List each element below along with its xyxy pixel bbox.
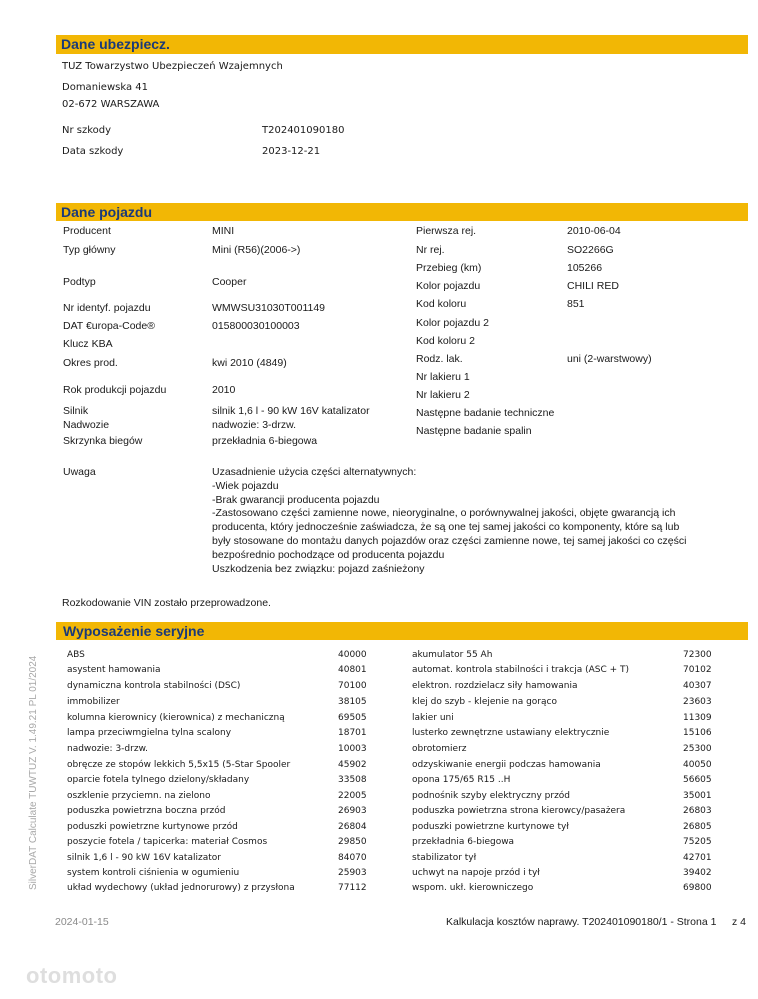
vehicle-field-value: SO2266G (567, 244, 614, 256)
vehicle-field-label: Skrzynka biegów (63, 435, 143, 447)
equipment-code: 75205 (683, 837, 712, 847)
equipment-code: 40801 (338, 665, 367, 675)
equipment-name: klej do szyb - klejenie na gorąco (412, 697, 557, 707)
insurer-street: Domaniewska 41 (62, 82, 148, 93)
equipment-code: 26804 (338, 822, 367, 832)
equipment-code: 33508 (338, 775, 367, 785)
vehicle-field-value: 105266 (567, 262, 603, 274)
equipment-code: 18701 (338, 728, 367, 738)
equipment-name: elektron. rozdzielacz siły hamowania (412, 681, 578, 691)
equipment-name: lusterko zewnętrzne ustawiany elektrycznie (412, 728, 610, 738)
vehicle-header: Dane pojazdu (61, 204, 153, 220)
equipment-code: 40000 (338, 650, 367, 660)
insurance-header-bar (56, 35, 748, 54)
equipment-name: poduszki powietrzne kurtynowe przód (67, 822, 238, 832)
vehicle-field-value: kwi 2010 (4849) (212, 357, 287, 369)
vehicle-field-label: Kod koloru (416, 298, 467, 310)
vehicle-field-value: przekładnia 6-biegowa (212, 435, 318, 447)
equipment-code: 72300 (683, 650, 712, 660)
vehicle-field-value: Cooper (212, 276, 247, 288)
remark-line: producenta, który jednocześnie zaświadcza, że są one tej samej jakości co komponenty, które są lub (212, 521, 680, 533)
footer-page-total: z 4 (732, 916, 747, 928)
equipment-code: 10003 (338, 744, 367, 754)
vehicle-field-label: Silnik (63, 405, 89, 417)
equipment-name: stabilizator tył (412, 853, 477, 863)
equipment-code: 39402 (683, 868, 712, 878)
equipment-code: 69505 (338, 713, 367, 723)
equipment-name: poduszka powietrzna strona kierowcy/pasażera (412, 806, 626, 816)
vehicle-field-label: Nr rej. (416, 244, 445, 256)
equipment-name: lampa przeciwmgielna tylna scalony (67, 728, 232, 738)
equipment-code: 23603 (683, 697, 712, 707)
equipment-code: 70102 (683, 665, 712, 675)
equipment-code: 42701 (683, 853, 712, 863)
insurance-header: Dane ubezpiecz. (61, 36, 170, 52)
vehicle-field-value: WMWSU31030T001149 (212, 302, 326, 314)
remark-line: były stosowane do montażu danych pojazdów oraz części zamienne nowe, tej samej jakości co części (212, 535, 687, 547)
vehicle-field-label: Producent (63, 225, 111, 237)
vehicle-field-value: silnik 1,6 l - 90 kW 16V katalizator (212, 405, 370, 417)
vehicle-header-bar (56, 203, 748, 221)
equipment-header-bar (56, 622, 748, 640)
vehicle-field-label: Nr lakieru 1 (416, 371, 470, 383)
equipment-code: 26803 (683, 806, 712, 816)
vehicle-field-label: Następne badanie techniczne (416, 407, 555, 419)
equipment-name: poszycie fotela / tapicerka: materiał Cosmos (67, 837, 268, 847)
vehicle-field-value: uni (2-warstwowy) (567, 353, 652, 365)
equipment-code: 40307 (683, 681, 712, 691)
equipment-code: 40050 (683, 760, 712, 770)
equipment-name: układ wydechowy (układ jednorurowy) z przysłona (67, 883, 295, 893)
equipment-name: obręcze ze stopów lekkich 5,5x15 (5-Star Spooler (67, 760, 291, 770)
vehicle-field-value: 2010 (212, 384, 236, 396)
equipment-code: 38105 (338, 697, 367, 707)
equipment-code: 56605 (683, 775, 712, 785)
equipment-name: akumulator 55 Ah (412, 650, 493, 660)
equipment-code: 45902 (338, 760, 367, 770)
remark-line: -Brak gwarancji producenta pojazdu (212, 494, 380, 506)
equipment-name: dynamiczna kontrola stabilności (DSC) (67, 681, 241, 691)
equipment-code: 11309 (683, 713, 712, 723)
vehicle-field-value: CHILI RED (567, 280, 619, 292)
vehicle-field-label: Następne badanie spalin (416, 425, 532, 437)
equipment-code: 77112 (338, 883, 367, 893)
vehicle-field-value: 2010-06-04 (567, 225, 621, 237)
equipment-name: podnośnik szyby elektryczny przód (412, 791, 571, 801)
vehicle-field-label: Nr identyf. pojazdu (63, 302, 151, 314)
equipment-code: 25903 (338, 868, 367, 878)
remark-line: -Zastosowano części zamienne nowe, nieoryginalne, o porównywalnej jakości, objęte gwarancją ich (212, 507, 676, 519)
equipment-code: 26805 (683, 822, 712, 832)
equipment-name: immobilizer (67, 697, 120, 707)
vehicle-field-label: Okres prod. (63, 357, 118, 369)
equipment-code: 29850 (338, 837, 367, 847)
insurer-name: TUZ Towarzystwo Ubezpieczeń Wzajemnych (62, 61, 283, 72)
remark-line: Uszkodzenia bez związku: pojazd zaśnieżony (212, 563, 425, 575)
equipment-name: poduszki powietrzne kurtynowe tył (412, 822, 569, 832)
equipment-name: przekładnia 6-biegowa (412, 837, 515, 847)
claim-number-label: Nr szkody (62, 125, 112, 136)
equipment-name: obrotomierz (412, 744, 467, 754)
equipment-name: silnik 1,6 l - 90 kW 16V katalizator (67, 853, 221, 863)
footer-page-info: Kalkulacja kosztów naprawy. T202401090180/1 - Strona 1 (446, 916, 717, 928)
vehicle-field-value: 015800030100003 (212, 320, 300, 332)
vin-decoding-note: Rozkodowanie VIN zostało przeprowadzone. (62, 597, 271, 609)
equipment-code: 15106 (683, 728, 712, 738)
remark-line: -Wiek pojazdu (212, 480, 279, 492)
equipment-header: Wyposażenie seryjne (63, 623, 205, 639)
claim-date: 2023-12-21 (262, 146, 321, 157)
equipment-name: poduszka powietrzna boczna przód (67, 806, 226, 816)
claim-date-label: Data szkody (62, 146, 124, 157)
equipment-name: oszklenie przyciemn. na zielono (67, 791, 211, 801)
equipment-name: opona 175/65 R15 ..H (412, 775, 511, 785)
equipment-name: system kontroli ciśnienia w ogumieniu (67, 868, 240, 878)
equipment-name: asystent hamowania (67, 665, 161, 675)
vehicle-field-label: Podtyp (63, 276, 96, 288)
remark-line: bezpośrednio pochodzące od producenta pojazdu (212, 549, 445, 561)
equipment-code: 35001 (683, 791, 712, 801)
equipment-code: 70100 (338, 681, 367, 691)
vehicle-field-value: 851 (567, 298, 585, 310)
vehicle-field-label: Nadwozie (63, 419, 110, 431)
equipment-code: 69800 (683, 883, 712, 893)
vehicle-field-label: Klucz KBA (63, 338, 113, 350)
vehicle-field-value: MINI (212, 225, 235, 237)
vehicle-field-value: nadwozie: 3-drzw. (212, 419, 297, 431)
vehicle-field-label: Pierwsza rej. (416, 225, 477, 237)
vehicle-field-value: Mini (R56)(2006->) (212, 244, 301, 256)
remark-line: Uzasadnienie użycia części alternatywnych: (212, 466, 417, 478)
equipment-code: 26903 (338, 806, 367, 816)
vehicle-field-label: DAT €uropa-Code® (63, 320, 155, 332)
claim-number: T202401090180 (262, 125, 345, 136)
equipment-name: oparcie fotela tylnego dzielony/składany (67, 775, 250, 785)
equipment-name: wspom. ukł. kierowniczego (412, 883, 534, 893)
vehicle-field-label: Rok produkcji pojazdu (63, 384, 167, 396)
vehicle-field-label: Typ główny (63, 244, 116, 256)
watermark-logo: otomoto (26, 963, 118, 988)
equipment-name: lakier uni (412, 713, 454, 723)
equipment-code: 84070 (338, 853, 367, 863)
vehicle-field-label: Kolor pojazdu 2 (416, 317, 489, 329)
equipment-name: ABS (67, 650, 85, 660)
vehicle-field-label: Kod koloru 2 (416, 335, 475, 347)
insurer-city: 02-672 WARSZAWA (62, 99, 160, 110)
equipment-name: automat. kontrola stabilności i trakcja (ASC + T) (412, 665, 630, 675)
vehicle-field-label: Nr lakieru 2 (416, 389, 470, 401)
equipment-code: 25300 (683, 744, 712, 754)
remark-label: Uwaga (63, 466, 96, 478)
equipment-name: nadwozie: 3-drzw. (67, 744, 148, 754)
equipment-name: odzyskiwanie energii podczas hamowania (412, 760, 601, 770)
equipment-name: kolumna kierownicy (kierownica) z mechaniczną (67, 713, 285, 723)
vehicle-field-label: Kolor pojazdu (416, 280, 481, 292)
equipment-name: uchwyt na napoje przód i tył (412, 868, 540, 878)
vehicle-field-label: Przebieg (km) (416, 262, 482, 274)
equipment-code: 22005 (338, 791, 367, 801)
vehicle-field-label: Rodz. lak. (416, 353, 463, 365)
footer-date: 2024-01-15 (55, 916, 109, 928)
software-version-side-text: SilverDAT Calculate TUWTUZ V. 1.49.21 PL 01/2024 (28, 655, 39, 890)
